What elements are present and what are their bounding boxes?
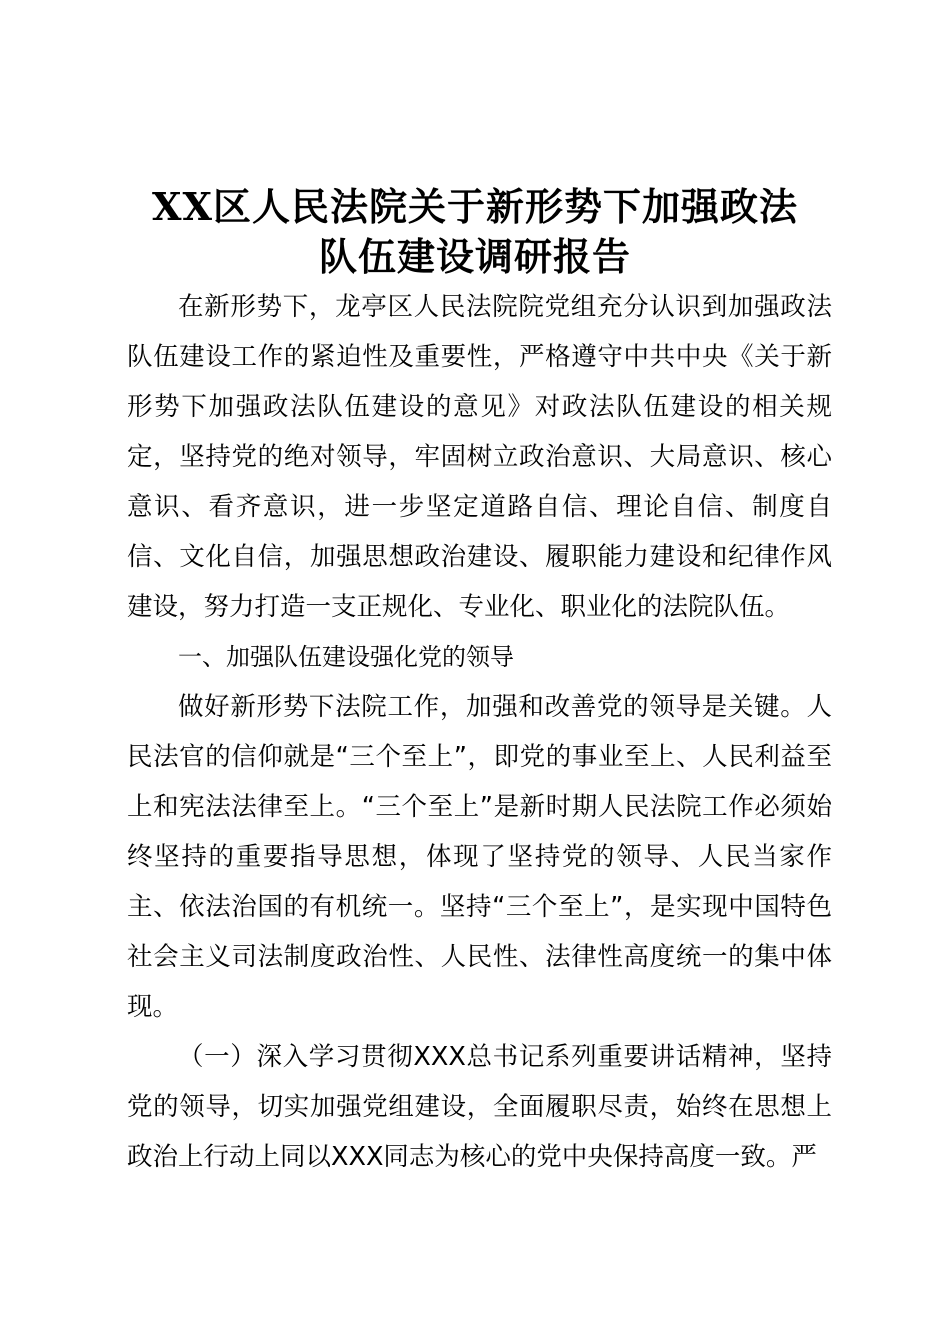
intro-paragraph: 在新形势下，龙亭区人民法院院党组充分认识到加强政法队伍建设工作的紧迫性及重要性，严格遵守中共中央《关于新形势下加强政法队伍建设的意见》对政法队伍建设的相关规定，坚持党的绝对领导，牢固树立政治意识、大局意识、核心意识、看齐意识，进一步坚定道路自信、理论自信、制度自信、文化自信，加强思想政治建设、履职能力建设和纪律作风建设，努力打造一支正规化、专业化、职业化的法院队伍。: [127, 292, 832, 622]
document-title-line-1: XX区人民法院关于新形势下加强政法: [152, 184, 798, 229]
document-title-line-2: 队伍建设调研报告: [318, 234, 631, 279]
document-body: [127, 282, 832, 1182]
section-1-paragraph-1: 做好新形势下法院工作，加强和改善党的领导是关键。人民法官的信仰就是“三个至上”，即党的事业至上、人民利益至上和宪法法律至上。“三个至上”是新时期人民法院工作必须始终坚持的重要指导思想，体现了坚持党的领导、人民当家作主、依法治国的有机统一。坚持“三个至上”，是实现中国特色社会主义司法制度政治性、人民性、法律性高度统一的集中体现。: [127, 692, 832, 1022]
section-1-paragraph-2: （一）深入学习贯彻XXX总书记系列重要讲话精神，坚持党的领导，切实加强党组建设，全面履职尽责，始终在思想上政治上行动上同以XXX同志为核心的党中央保持高度一致。严: [127, 1042, 832, 1172]
section-1-heading: 一、加强队伍建设强化党的领导: [178, 643, 514, 671]
